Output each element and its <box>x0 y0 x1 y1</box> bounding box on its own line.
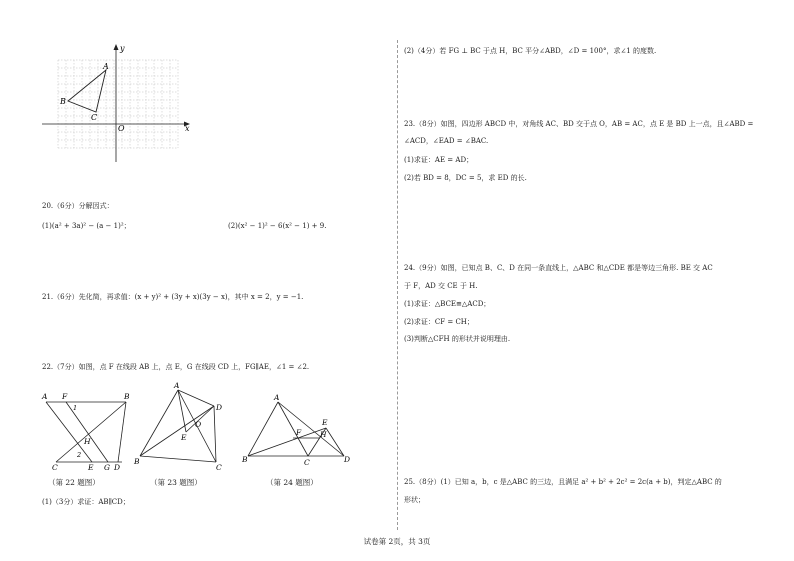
q20-head: 20.（6分）分解因式： <box>42 202 114 210</box>
caption-fig22: （第 22 题图） <box>48 478 100 487</box>
q24-part3: (3)判断△CFH 的形状并说明理由. <box>404 335 511 343</box>
fig24-label-c: C <box>304 458 310 467</box>
fig23-label-c: C <box>216 463 222 472</box>
q25-line2: 形状； <box>404 496 425 504</box>
q22-part1: (1)（3分）求证：AB∥CD； <box>42 498 130 506</box>
label-o: O <box>118 124 125 133</box>
q22-head: 22.（7分）如图，点 F 在线段 AB 上，点 E，G 在线段 CD 上，FG∥AE，∠1 = ∠2. <box>42 363 310 371</box>
fig23-label-e: E <box>181 433 187 442</box>
q21-text: 21.（6分）先化简，再求值：(x + y)² + (3y + x)(3y − x)，其中 x = 2，y = −1. <box>42 293 304 301</box>
q24-part2: (2)求证：CF = CH； <box>404 318 474 326</box>
fig22-label-g: G <box>104 463 110 472</box>
q20-part1: (1)(a² + 3a)² − (a − 1)²； <box>42 222 131 230</box>
fig23-label-d: D <box>216 403 223 412</box>
fig23-label-o: O <box>195 420 202 429</box>
fig22-label-h: H <box>84 437 91 446</box>
q20-part2: (2)(x² − 1)² − 6(x² − 1) + 9. <box>228 222 327 230</box>
fig24-label-h: H <box>320 430 327 439</box>
caption-fig23: （第 23 题图） <box>150 478 202 487</box>
label-b: B <box>60 97 66 106</box>
fig22-label-1: 1 <box>73 404 78 412</box>
q23-line2: ∠ACD，∠EAD = ∠BAC. <box>404 137 489 145</box>
q22-part2: (2)（4分）若 FG ⊥ BC 于点 H，BC 平分∠ABD，∠D = 100°，求∠1 的度数. <box>404 47 657 55</box>
q24-part1: (1)求证：△BCE≌△ACD； <box>404 300 491 308</box>
q23-part1: (1)求证：AE = AD； <box>404 156 474 164</box>
q25-line1: 25.（8分）(1）已知 a，b，c 是△ABC 的三边，且满足 a² + b² + 2c² = 2c(a + b)，判定△ABC 的 <box>404 478 722 486</box>
label-y: y <box>120 44 125 53</box>
q24-line2: 于 F，AD 交 CE 于 H. <box>404 282 478 290</box>
label-x: x <box>185 124 190 133</box>
fig22-label-b: B <box>124 392 130 401</box>
fig23-label-a: A <box>174 381 180 390</box>
fig24-label-a: A <box>274 393 280 402</box>
fig24-label-f: F <box>296 428 302 437</box>
fig23-label-b: B <box>134 457 140 466</box>
fig22-label-a: A <box>42 392 48 401</box>
fig24-label-e: E <box>322 418 328 427</box>
fig24-label-d: D <box>344 455 351 464</box>
caption-fig24: （第 24 题图） <box>266 478 318 487</box>
fig22-label-f: F <box>62 392 68 401</box>
fig24-label-b: B <box>242 455 248 464</box>
q24-line1: 24.（9分）如图，已知点 B、C、D 在同一条直线上，△ABC 和△CDE 都是等边三角形. BE 交 AC <box>404 264 713 272</box>
column-divider <box>397 40 398 530</box>
fig22-label-c: C <box>52 463 58 472</box>
fig22-label-2: 2 <box>77 451 82 459</box>
q23-part2: (2)若 BD = 8，DC = 5，求 ED 的长. <box>404 174 527 182</box>
fig22-label-e: E <box>88 463 94 472</box>
fig22-label-d: D <box>114 463 121 472</box>
label-a: A <box>103 62 109 71</box>
page-footer: 试卷第 2页，共 3页 <box>363 537 431 546</box>
q23-line1: 23.（8分）如图，四边形 ABCD 中，对角线 AC、BD 交于点 O，AB = AC，点 E 是 BD 上一点，且∠ABD = <box>404 120 754 128</box>
label-c: C <box>91 113 98 122</box>
